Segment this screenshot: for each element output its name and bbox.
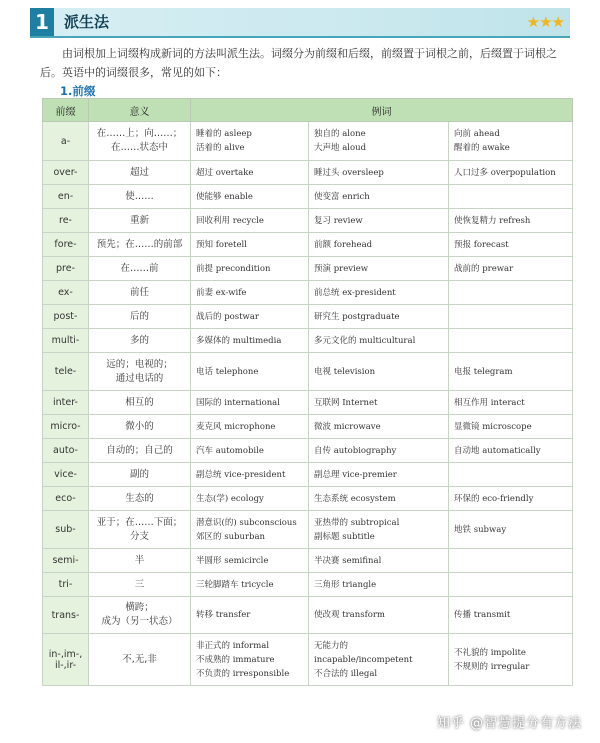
example-word: 互联网 Internet [314, 397, 378, 408]
prefix-text: inter- [53, 397, 78, 408]
example-cell [191, 439, 309, 463]
meaning-line: 不,无,非 [122, 653, 157, 665]
meaning-line: 在……状态中 [110, 142, 168, 153]
example-word: 麦克风 microphone [196, 421, 276, 432]
meaning-line: 三 [134, 578, 145, 590]
table-row [43, 329, 573, 353]
prefix-cell [43, 353, 89, 391]
example-word: 不成熟的 immature [196, 654, 275, 665]
example-cell [309, 281, 449, 305]
meaning-line: 多的 [129, 334, 149, 346]
prefix-cell [43, 634, 89, 686]
example-word: 潜意识(的) subconscious [196, 517, 297, 528]
prefix-section-heading: 1.前缀 [60, 84, 96, 98]
meaning-cell [89, 487, 191, 511]
example-word: 多媒体的 multimedia [196, 335, 282, 346]
prefix-cell [43, 122, 89, 161]
meaning-cell [89, 597, 191, 634]
example-word: 睡过头 oversleep [314, 167, 384, 178]
example-word: 转移 transfer [196, 610, 251, 620]
example-cell [309, 122, 449, 161]
example-cell [191, 353, 309, 391]
example-cell [449, 257, 573, 281]
example-cell [191, 209, 309, 233]
example-word: 前妻 ex-wife [196, 287, 247, 298]
prefix-text: vice- [54, 469, 77, 480]
meaning-cell [89, 185, 191, 209]
example-word: 前提 precondition [196, 263, 271, 274]
prefix-text: en- [57, 191, 74, 202]
example-word: 非正式的 informal [196, 640, 270, 651]
example-word: 三轮脚踏车 tricycle [196, 579, 274, 590]
example-word: 活着的 alive [196, 143, 245, 153]
header-meaning: 意义 [89, 99, 191, 122]
example-cell [191, 257, 309, 281]
prefix-text: semi- [52, 555, 79, 566]
example-cell [449, 281, 573, 305]
meaning-cell [89, 415, 191, 439]
example-word: 郊区的 suburban [196, 531, 266, 542]
example-cell [191, 122, 309, 161]
section-title: 派生法 [64, 13, 110, 31]
table-row [43, 391, 573, 415]
prefix-cell [43, 209, 89, 233]
example-word: 电报 telegram [454, 366, 513, 377]
prefix-cell [43, 463, 89, 487]
meaning-cell [89, 439, 191, 463]
example-cell [449, 391, 573, 415]
example-cell [191, 463, 309, 487]
meaning-cell [89, 549, 191, 573]
table-row [43, 233, 573, 257]
example-word: 环保的 eco-friendly [454, 493, 534, 504]
example-cell [449, 573, 573, 597]
prefix-text: ex- [58, 287, 73, 298]
example-cell [191, 487, 309, 511]
example-cell [449, 439, 573, 463]
example-cell [309, 573, 449, 597]
example-word: 使变富 enrich [314, 191, 370, 202]
example-cell [191, 161, 309, 185]
prefix-cell [43, 391, 89, 415]
meaning-cell [89, 281, 191, 305]
example-word: 预知 foretell [196, 239, 247, 250]
prefix-text: a- [60, 135, 71, 147]
prefix-cell [43, 281, 89, 305]
meaning-cell [89, 329, 191, 353]
example-word: 睡着的 asleep [196, 129, 252, 139]
prefix-text: tri- [58, 579, 73, 590]
meaning-cell [89, 161, 191, 185]
meaning-cell [89, 391, 191, 415]
table-row [43, 463, 573, 487]
prefix-cell [43, 573, 89, 597]
example-word: 副总理 vice-premier [314, 469, 397, 480]
table-row [43, 511, 573, 549]
table-row [43, 487, 573, 511]
example-word: 不礼貌的 impolite [454, 647, 526, 658]
example-cell [309, 329, 449, 353]
table-header-row [43, 99, 573, 122]
example-cell [449, 233, 573, 257]
table-row [43, 281, 573, 305]
meaning-cell [89, 209, 191, 233]
example-word: 地铁 subway [454, 524, 507, 535]
table-row [43, 305, 573, 329]
meaning-cell [89, 233, 191, 257]
table-row [43, 161, 573, 185]
meaning-line: 后的 [129, 310, 149, 322]
table-row [43, 415, 573, 439]
example-word: 预演 preview [314, 263, 369, 274]
example-word: 使能够 enable [196, 191, 253, 202]
example-cell [449, 161, 573, 185]
meaning-line: 自动的；自己的 [106, 444, 173, 456]
prefix-text: auto- [53, 445, 78, 456]
example-word: 三角形 triangle [314, 579, 377, 590]
example-word: 使改观 transform [314, 610, 385, 620]
prefix-text: post- [53, 311, 78, 322]
watermark: 知乎 @智慧提分有方法 [436, 716, 582, 731]
example-cell [449, 185, 573, 209]
example-cell [191, 634, 309, 686]
example-word: 战前的 prewar [454, 263, 514, 274]
prefix-cell [43, 439, 89, 463]
prefix-cell [43, 329, 89, 353]
example-cell [191, 597, 309, 634]
example-word: 向前 ahead [454, 129, 500, 139]
meaning-cell [89, 511, 191, 549]
example-word: 副总统 vice-president [196, 469, 286, 480]
prefix-text: trans- [51, 609, 80, 621]
example-cell [449, 463, 573, 487]
example-cell [191, 511, 309, 549]
example-word: 醒着的 awake [454, 143, 510, 153]
meaning-line: 微小的 [125, 420, 154, 432]
example-cell [449, 487, 573, 511]
example-cell [309, 597, 449, 634]
intro-paragraph: 由词根加上词缀构成新词的方法叫派生法。词缀分为前缀和后缀，前缀置于词根之前，后缀置于词根之后。英语中的词缀很多，常见的如下： [40, 47, 557, 79]
example-word: 使恢复精力 refresh [454, 215, 531, 226]
table-row [43, 257, 573, 281]
prefix-cell [43, 549, 89, 573]
example-cell [449, 305, 573, 329]
example-cell [309, 233, 449, 257]
meaning-cell [89, 634, 191, 686]
example-cell [449, 415, 573, 439]
meaning-line: 使…… [125, 190, 154, 202]
example-word: 电视 television [314, 366, 376, 377]
meaning-line: 相互的 [125, 396, 154, 408]
table-row [43, 549, 573, 573]
prefix-cell [43, 511, 89, 549]
table-row [43, 122, 573, 161]
table-row [43, 597, 573, 634]
example-cell [309, 185, 449, 209]
example-cell [309, 305, 449, 329]
example-word: 不规则的 irregular [454, 661, 530, 672]
example-cell [309, 487, 449, 511]
example-word: 独自的 alone [314, 129, 366, 139]
example-word: 复习 review [314, 215, 363, 226]
example-word: 亚热带的 subtropical [314, 517, 400, 528]
meaning-cell [89, 353, 191, 391]
prefix-table [42, 98, 573, 686]
meaning-line: 成为（另一状态） [101, 616, 178, 627]
example-word: 预报 forecast [454, 239, 509, 250]
example-word: 国际的 international [196, 397, 280, 408]
example-word: 超过 overtake [196, 167, 254, 178]
example-cell [309, 634, 449, 686]
prefix-text: in-,im-, il-,ir- [48, 648, 83, 671]
prefix-cell [43, 487, 89, 511]
example-cell [309, 549, 449, 573]
prefix-text: micro- [50, 421, 81, 432]
example-cell [309, 391, 449, 415]
example-cell [449, 353, 573, 391]
example-word: 电话 telephone [196, 366, 259, 377]
example-word: 生态(学) ecology [196, 493, 264, 504]
meaning-cell [89, 573, 191, 597]
example-cell [309, 511, 449, 549]
meaning-cell [89, 305, 191, 329]
meaning-line: 横跨； [125, 602, 154, 613]
prefix-cell [43, 597, 89, 634]
example-cell [449, 122, 573, 161]
table-row [43, 209, 573, 233]
prefix-text: multi- [51, 335, 80, 346]
example-cell [191, 329, 309, 353]
meaning-cell [89, 463, 191, 487]
header-prefix: 前缀 [43, 99, 89, 122]
example-cell [191, 415, 309, 439]
example-word: 汽车 automobile [196, 445, 264, 456]
table-row [43, 185, 573, 209]
example-cell [449, 549, 573, 573]
example-word: 不负责的 irresponsible [196, 668, 290, 679]
example-word: 自动地 automatically [454, 445, 541, 456]
table-row [43, 573, 573, 597]
example-cell [309, 439, 449, 463]
section-header [30, 8, 570, 38]
example-cell [309, 257, 449, 281]
prefix-text: eco- [55, 493, 76, 504]
header-examples: 例词 [191, 99, 573, 122]
example-cell [449, 329, 573, 353]
table-body [43, 122, 573, 686]
example-cell [309, 353, 449, 391]
table-row [43, 634, 573, 686]
example-word: 相互作用 interact [454, 397, 525, 408]
example-word: 前总统 ex-president [314, 287, 396, 298]
example-cell [309, 161, 449, 185]
prefix-text: re- [59, 215, 72, 226]
example-word: 微波 microwave [314, 421, 381, 432]
meaning-line: 在……前 [120, 262, 159, 274]
meaning-line: 生态的 [125, 492, 154, 504]
example-word: 人口过多 overpopulation [454, 167, 556, 178]
prefix-cell [43, 305, 89, 329]
example-cell [191, 549, 309, 573]
example-cell [191, 233, 309, 257]
example-cell [449, 209, 573, 233]
example-cell [191, 305, 309, 329]
example-word: 副标题 subtitle [314, 531, 375, 542]
difficulty-stars-icon: ★★★ [526, 13, 564, 31]
table-row [43, 353, 573, 391]
prefix-cell [43, 257, 89, 281]
example-cell [449, 597, 573, 634]
meaning-line: 亚于；在……下面； [96, 516, 183, 528]
example-word: 自传 autobiography [314, 445, 397, 456]
example-cell [449, 634, 573, 686]
example-word: 前额 forehead [314, 239, 373, 250]
table-row [43, 439, 573, 463]
example-word: 显微镜 microscope [454, 421, 532, 432]
prefix-text: sub- [55, 524, 76, 535]
example-word: 大声地 aloud [314, 143, 367, 153]
meaning-line: 前任 [129, 286, 149, 298]
example-cell [309, 463, 449, 487]
example-word: 无能力的 incapable/incompetent [314, 640, 413, 665]
meaning-line: 远的；电视的； [106, 358, 173, 370]
meaning-line: 在……上；向……； [96, 128, 183, 139]
meaning-cell [89, 122, 191, 161]
meaning-line: 重新 [129, 214, 149, 226]
example-cell [191, 281, 309, 305]
example-word: 不合法的 illegal [314, 668, 378, 679]
prefix-cell [43, 233, 89, 257]
example-word: 传播 transmit [454, 610, 511, 620]
meaning-line: 半 [134, 554, 145, 566]
prefix-cell [43, 185, 89, 209]
prefix-text: pre- [56, 263, 75, 274]
prefix-cell [43, 161, 89, 185]
example-word: 多元文化的 multicultural [314, 335, 416, 346]
prefix-cell [43, 415, 89, 439]
example-cell [449, 511, 573, 549]
example-cell [309, 209, 449, 233]
meaning-line: 分支 [129, 530, 149, 542]
example-word: 研究生 postgraduate [314, 311, 400, 322]
meaning-line: 超过 [129, 166, 149, 178]
example-word: 半决赛 semifinal [314, 555, 382, 566]
meaning-line: 预先；在……的前部 [96, 238, 183, 250]
example-word: 生态系统 ecosystem [314, 493, 396, 504]
meaning-line: 副的 [129, 468, 149, 480]
meaning-cell [89, 257, 191, 281]
meaning-line: 通过电话的 [115, 372, 164, 384]
example-cell [191, 185, 309, 209]
section-number: 1 [30, 8, 54, 36]
example-cell [191, 573, 309, 597]
example-cell [309, 415, 449, 439]
example-word: 回收利用 recycle [196, 215, 264, 226]
example-word: 半圆形 semicircle [196, 555, 269, 566]
prefix-text: tele- [54, 366, 77, 377]
example-cell [191, 391, 309, 415]
prefix-text: fore- [54, 239, 77, 250]
example-word: 战后的 postwar [196, 311, 259, 322]
prefix-text: over- [53, 167, 78, 178]
